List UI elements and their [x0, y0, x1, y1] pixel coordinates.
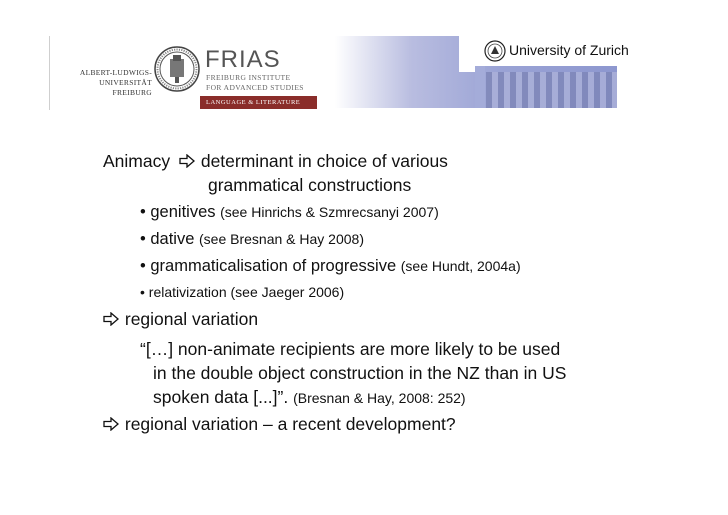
bullet-char: •	[140, 284, 145, 300]
regional-variation-line	[103, 309, 258, 330]
bullet-genitives	[140, 203, 439, 222]
uni-freiburg-name	[64, 68, 152, 98]
hollow-right-arrow-icon	[103, 312, 120, 326]
quote-ref: (Bresnan & Hay, 2008: 252)	[293, 390, 466, 406]
quote-line-1: “[…] non-animate recipients are more likely to be used	[140, 339, 561, 359]
frias-title: FRIAS	[205, 46, 281, 73]
animacy-line-2: grammatical constructions	[208, 175, 412, 195]
bullet-char: •	[140, 230, 146, 248]
hollow-right-arrow-icon	[103, 417, 120, 431]
regional-variation-text: regional variation	[124, 309, 259, 329]
uni-freiburg-line-1: ALBERT-LUDWIGS-	[79, 68, 152, 77]
quote-line-2: in the double object construction in the NZ than in US	[153, 363, 567, 383]
zurich-building-facade	[486, 72, 617, 108]
zurich-seal-icon	[484, 40, 506, 62]
uni-freiburg-line-2: UNIVERSITÄT FREIBURG	[99, 78, 152, 97]
hollow-right-arrow-icon	[179, 154, 196, 168]
bullet-dative	[140, 230, 364, 249]
regional-variation-question-text: regional variation – a recent development?	[124, 414, 456, 434]
bullet-main: genitives	[150, 203, 216, 221]
frias-subtitle-line-2: FOR ADVANCED STUDIES	[206, 83, 304, 92]
frias-subtitle	[206, 73, 304, 93]
zurich-university-name: University of Zurich	[509, 42, 629, 58]
animacy-label: Animacy	[103, 151, 171, 171]
bullet-ref: (see Bresnan & Hay 2008)	[199, 231, 364, 247]
quote-text: spoken data [...]”.	[153, 387, 289, 407]
bullet-main: relativization (see Jaeger 2006)	[148, 284, 345, 300]
animacy-line	[103, 151, 448, 172]
frias-subtitle-line-1: FREIBURG INSTITUTE	[206, 73, 291, 82]
header-divider-line	[49, 36, 50, 110]
freiburg-seal-logo	[153, 45, 201, 93]
zurich-image-white-block	[459, 36, 475, 72]
bullet-main: dative	[150, 230, 195, 248]
bullet-relativization	[140, 284, 344, 300]
animacy-rest: determinant in choice of various	[195, 151, 448, 171]
regional-variation-question-line	[103, 414, 456, 435]
quote-line-3	[153, 387, 466, 408]
bullet-main: grammaticalisation of progressive	[150, 257, 397, 275]
bullet-ref: (see Hundt, 2004a)	[400, 258, 521, 274]
frias-language-literature-bar: LANGUAGE & LITERATURE	[200, 96, 317, 109]
bullet-char: •	[140, 257, 146, 275]
bullet-progressive	[140, 257, 521, 276]
bullet-char: •	[140, 203, 146, 221]
bullet-ref: (see Hinrichs & Szmrecsanyi 2007)	[220, 204, 439, 220]
